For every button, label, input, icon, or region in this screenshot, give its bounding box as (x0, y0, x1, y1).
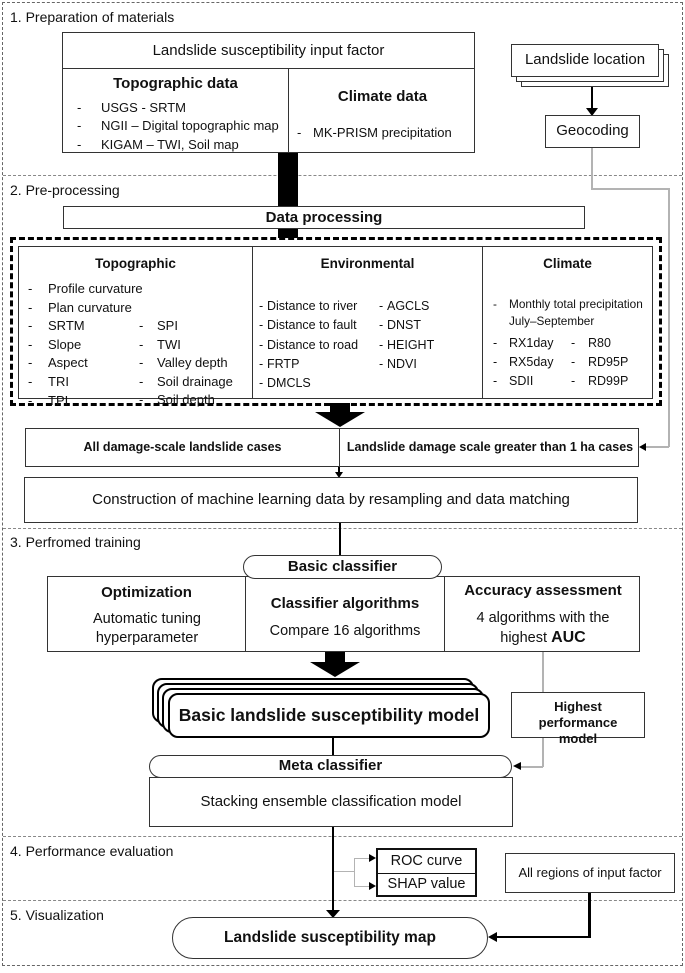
topographic-data-title: Topographic data (113, 75, 238, 92)
connector-model-meta (332, 738, 334, 755)
classifier-algorithms-title: Classifier algorithms (270, 595, 420, 612)
basic-model-box (168, 693, 490, 738)
basic-classifier-label: Basic classifier (287, 558, 398, 575)
geocoding-label: Geocoding (556, 122, 629, 139)
connector-accuracy-highest (542, 652, 544, 692)
landslide-location-label: Landslide location (524, 51, 646, 68)
arrow-allregions-to-map (588, 893, 591, 938)
input-factor-title: Landslide susceptibility input factor (63, 33, 474, 69)
input-factor-box (62, 32, 475, 153)
section-divider-4 (3, 900, 682, 901)
cases-large-label: Landslide damage scale greater than 1 ha cases (346, 440, 634, 454)
arrowhead-left-icon (488, 932, 497, 942)
optimization-title: Optimization (101, 584, 192, 601)
environmental-factors-box (252, 246, 483, 399)
environmental-title: Environmental (320, 256, 415, 271)
connector-geocoding-path (668, 188, 670, 447)
connector-geocoding-path (645, 446, 669, 448)
connector-eval-branch (334, 871, 355, 872)
topographic-data-list: - USGS - SRTM - NGII – Digital topographic map - KIGAM – TWI, Soil map (77, 100, 279, 152)
block-arrowhead-down-icon (310, 662, 360, 677)
topographic-factors-box (18, 246, 253, 408)
basic-model-label: Basic landslide susceptibility model (178, 705, 480, 725)
environmental-right-list: - AGCLS - DNST - HEIGHT - NDVI (379, 299, 435, 371)
block-arrow-shaft (325, 652, 345, 662)
shap-value-label: SHAP value (387, 876, 466, 892)
cases-all-label: All damage-scale landslide cases (83, 440, 282, 454)
cases-large-cell (340, 429, 640, 466)
data-processing-box (63, 206, 585, 229)
accuracy-assessment-title: Accuracy assessment (464, 582, 622, 599)
environmental-left-list: - Distance to river - Distance to fault - Distance to road - FRTP - DMCLS (259, 299, 359, 391)
climate-data-list: - MK-PRISM precipitation (297, 125, 452, 140)
arrow-stacking-to-map (332, 827, 335, 911)
geocoding-box (545, 115, 640, 148)
landslide-location-box (511, 44, 659, 77)
connector-eval-branch (354, 858, 369, 859)
connector-highest-meta (542, 738, 544, 767)
arrowhead-right-icon (369, 854, 376, 862)
climate-intro-line2: July–September (509, 314, 595, 328)
arrowhead-left-icon (639, 443, 646, 451)
optimization-cell (48, 577, 246, 651)
accuracy-assessment-body: 4 algorithms with the highest AUC (476, 610, 610, 646)
susceptibility-map-label: Landslide susceptibility map (224, 929, 436, 946)
section-divider-2 (3, 528, 682, 529)
optimization-body: Automatic tuning hyperparameter (92, 611, 201, 646)
training-three-cell-box (47, 576, 640, 652)
climate-factors-box (482, 246, 653, 399)
stacking-label: Stacking ensemble classification model (200, 793, 462, 810)
section-3-label: 3. Perfromed training (10, 534, 141, 550)
meta-classifier-oval (149, 755, 512, 778)
classifier-algorithms-body: Compare 16 algorithms (269, 623, 421, 639)
highest-performance-label: Highest performance model (538, 699, 618, 746)
meta-classifier-label: Meta classifier (278, 757, 383, 774)
section-5-label: 5. Visualization (10, 907, 104, 923)
roc-shap-box (376, 848, 477, 897)
cases-box (25, 428, 639, 467)
climate-data-title: Climate data (337, 88, 428, 105)
data-processing-label: Data processing (265, 209, 383, 226)
classifier-algorithms-cell (246, 577, 445, 651)
connector-construction-classifier (339, 523, 341, 556)
connector-geocoding-path (591, 188, 669, 190)
cases-all-cell (26, 429, 340, 466)
construction-label: Construction of machine learning data by resampling and data matching (92, 491, 570, 508)
arrow-location-to-geocoding (591, 87, 593, 108)
stacking-box (149, 777, 513, 827)
climate-intro-line1: - Monthly total precipitation (493, 297, 643, 311)
arrowhead-right-icon (369, 882, 376, 890)
section-4-label: 4. Performance evaluation (10, 843, 174, 859)
climate-left-list: - RX1day - RX5day - SDII (493, 336, 554, 388)
section-1-label: 1. Preparation of materials (10, 9, 175, 25)
input-factor-topographic-cell (63, 69, 289, 154)
connector-eval-branch (354, 886, 369, 887)
connector-highest-meta (521, 766, 543, 768)
connector-eval-branch (354, 858, 355, 886)
all-regions-label: All regions of input factor (518, 865, 662, 880)
topographic-title: Topographic (95, 256, 176, 271)
block-arrowhead-down-icon (315, 412, 365, 427)
arrow-allregions-to-map (496, 936, 590, 939)
roc-curve-cell (378, 850, 475, 874)
input-factor-climate-cell (289, 69, 476, 154)
section-divider-1 (3, 175, 682, 176)
topographic-right-list: - SPI - TWI - Valley depth - Soil drainage - Soil depth (139, 318, 233, 408)
arrowhead-left-icon (513, 762, 521, 770)
highest-performance-box (511, 692, 645, 746)
climate-right-list: - R80 - RD95P - RD99P (571, 336, 629, 388)
shap-value-cell (378, 874, 475, 895)
roc-curve-label: ROC curve (390, 853, 463, 869)
thick-flow-bar (278, 153, 298, 206)
climate-title: Climate (543, 256, 592, 271)
accuracy-assessment-cell (445, 577, 641, 651)
construction-box (24, 477, 638, 523)
section-divider-3 (3, 836, 682, 837)
topographic-left-list: - Profile curvature - Plan curvature - SRTM - Slope - Aspect - TRI - TPI (28, 281, 143, 408)
all-regions-box (505, 853, 675, 893)
susceptibility-map-box (172, 917, 488, 959)
basic-classifier-oval (243, 555, 442, 579)
section-2-label: 2. Pre-processing (10, 182, 120, 198)
connector-geocoding-path (591, 148, 593, 189)
